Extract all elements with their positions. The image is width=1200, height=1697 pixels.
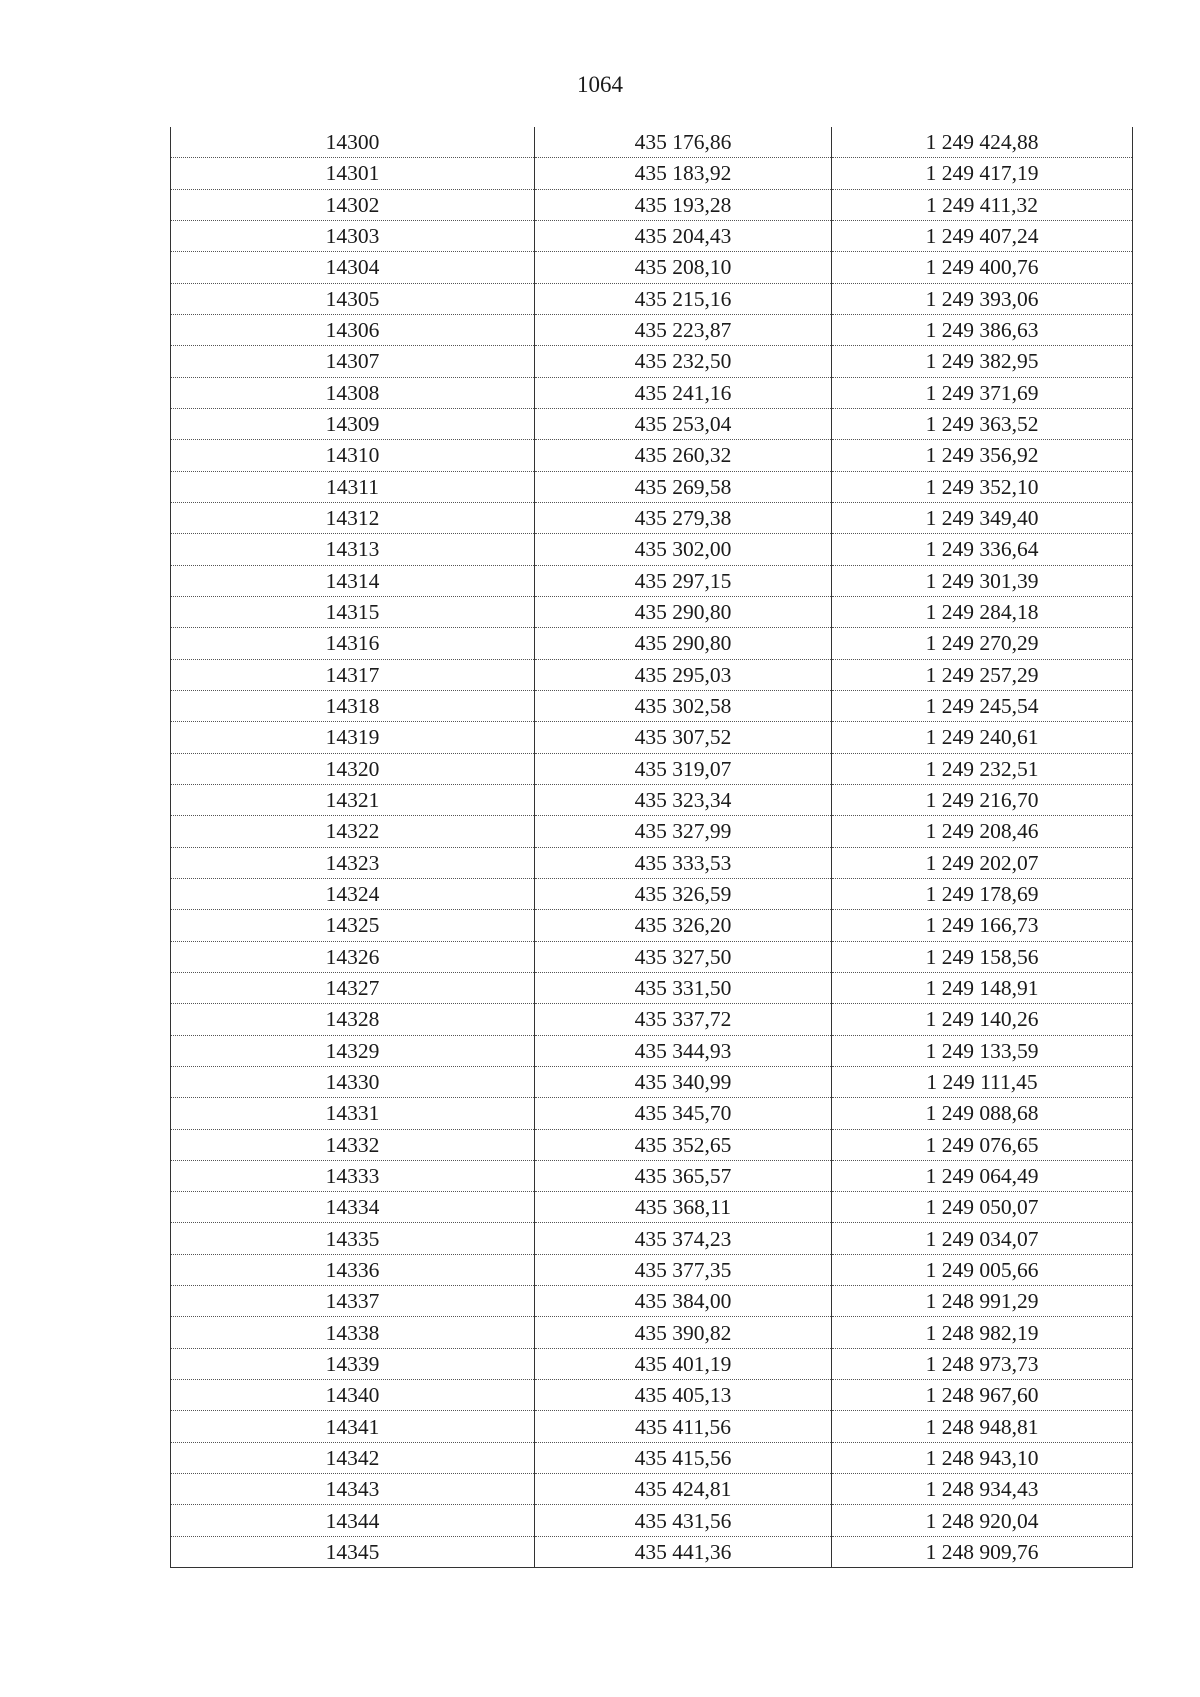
table-row (171, 502, 1133, 533)
x-coordinate-cell: 435 333,53 (535, 847, 832, 878)
y-coordinate-cell: 1 248 909,76 (832, 1536, 1133, 1567)
x-coordinate-cell: 435 331,50 (535, 972, 832, 1003)
table-row (171, 1286, 1133, 1317)
y-coordinate-cell: 1 249 270,29 (832, 628, 1133, 659)
point-number-cell: 14304 (171, 252, 535, 283)
y-coordinate-cell: 1 249 411,32 (832, 189, 1133, 220)
point-number-cell: 14336 (171, 1254, 535, 1285)
point-number-cell: 14305 (171, 283, 535, 314)
table-row (171, 753, 1133, 784)
point-number-cell: 14333 (171, 1160, 535, 1191)
table-row (171, 1098, 1133, 1129)
x-coordinate-cell: 435 326,20 (535, 910, 832, 941)
x-coordinate-cell: 435 327,50 (535, 941, 832, 972)
table-row (171, 252, 1133, 283)
table-row (171, 471, 1133, 502)
y-coordinate-cell: 1 248 973,73 (832, 1348, 1133, 1379)
table-row (171, 1380, 1133, 1411)
x-coordinate-cell: 435 323,34 (535, 784, 832, 815)
y-coordinate-cell: 1 249 166,73 (832, 910, 1133, 941)
point-number-cell: 14318 (171, 690, 535, 721)
y-coordinate-cell: 1 249 178,69 (832, 878, 1133, 909)
x-coordinate-cell: 435 176,86 (535, 127, 832, 158)
x-coordinate-cell: 435 215,16 (535, 283, 832, 314)
y-coordinate-cell: 1 249 371,69 (832, 377, 1133, 408)
x-coordinate-cell: 435 405,13 (535, 1380, 832, 1411)
y-coordinate-cell: 1 249 088,68 (832, 1098, 1133, 1129)
table-row (171, 1129, 1133, 1160)
x-coordinate-cell: 435 204,43 (535, 220, 832, 251)
table-row (171, 690, 1133, 721)
x-coordinate-cell: 435 401,19 (535, 1348, 832, 1379)
x-coordinate-cell: 435 368,11 (535, 1192, 832, 1223)
y-coordinate-cell: 1 249 202,07 (832, 847, 1133, 878)
x-coordinate-cell: 435 424,81 (535, 1474, 832, 1505)
point-number-cell: 14337 (171, 1286, 535, 1317)
y-coordinate-cell: 1 249 336,64 (832, 534, 1133, 565)
point-number-cell: 14313 (171, 534, 535, 565)
table-row (171, 314, 1133, 345)
table-row (171, 534, 1133, 565)
table-row (171, 1066, 1133, 1097)
point-number-cell: 14310 (171, 440, 535, 471)
point-number-cell: 14341 (171, 1411, 535, 1442)
x-coordinate-cell: 435 253,04 (535, 408, 832, 439)
x-coordinate-cell: 435 327,99 (535, 816, 832, 847)
table-row (171, 189, 1133, 220)
y-coordinate-cell: 1 248 982,19 (832, 1317, 1133, 1348)
y-coordinate-cell: 1 249 245,54 (832, 690, 1133, 721)
x-coordinate-cell: 435 223,87 (535, 314, 832, 345)
table-row (171, 1004, 1133, 1035)
point-number-cell: 14302 (171, 189, 535, 220)
y-coordinate-cell: 1 249 386,63 (832, 314, 1133, 345)
table-row (171, 1474, 1133, 1505)
x-coordinate-cell: 435 365,57 (535, 1160, 832, 1191)
point-number-cell: 14325 (171, 910, 535, 941)
y-coordinate-cell: 1 249 349,40 (832, 502, 1133, 533)
x-coordinate-cell: 435 279,38 (535, 502, 832, 533)
point-number-cell: 14331 (171, 1098, 535, 1129)
x-coordinate-cell: 435 411,56 (535, 1411, 832, 1442)
table-row (171, 1536, 1133, 1567)
table-row (171, 565, 1133, 596)
y-coordinate-cell: 1 249 208,46 (832, 816, 1133, 847)
table-row (171, 127, 1133, 158)
point-number-cell: 14314 (171, 565, 535, 596)
y-coordinate-cell: 1 248 967,60 (832, 1380, 1133, 1411)
table-row (171, 910, 1133, 941)
table-row (171, 878, 1133, 909)
point-number-cell: 14330 (171, 1066, 535, 1097)
table-row (171, 158, 1133, 189)
table-row (171, 628, 1133, 659)
y-coordinate-cell: 1 249 393,06 (832, 283, 1133, 314)
point-number-cell: 14321 (171, 784, 535, 815)
x-coordinate-cell: 435 208,10 (535, 252, 832, 283)
point-number-cell: 14303 (171, 220, 535, 251)
point-number-cell: 14324 (171, 878, 535, 909)
y-coordinate-cell: 1 249 417,19 (832, 158, 1133, 189)
table-row (171, 283, 1133, 314)
point-number-cell: 14301 (171, 158, 535, 189)
point-number-cell: 14311 (171, 471, 535, 502)
point-number-cell: 14317 (171, 659, 535, 690)
y-coordinate-cell: 1 249 232,51 (832, 753, 1133, 784)
x-coordinate-cell: 435 302,58 (535, 690, 832, 721)
y-coordinate-cell: 1 249 064,49 (832, 1160, 1133, 1191)
table-row (171, 1223, 1133, 1254)
point-number-cell: 14315 (171, 596, 535, 627)
x-coordinate-cell: 435 295,03 (535, 659, 832, 690)
table-row (171, 1442, 1133, 1473)
y-coordinate-cell: 1 249 158,56 (832, 941, 1133, 972)
x-coordinate-cell: 435 269,58 (535, 471, 832, 502)
point-number-cell: 14327 (171, 972, 535, 1003)
point-number-cell: 14326 (171, 941, 535, 972)
y-coordinate-cell: 1 249 076,65 (832, 1129, 1133, 1160)
x-coordinate-cell: 435 441,36 (535, 1536, 832, 1567)
y-coordinate-cell: 1 249 216,70 (832, 784, 1133, 815)
y-coordinate-cell: 1 248 943,10 (832, 1442, 1133, 1473)
y-coordinate-cell: 1 249 148,91 (832, 972, 1133, 1003)
y-coordinate-cell: 1 249 050,07 (832, 1192, 1133, 1223)
y-coordinate-cell: 1 249 424,88 (832, 127, 1133, 158)
x-coordinate-cell: 435 302,00 (535, 534, 832, 565)
x-coordinate-cell: 435 352,65 (535, 1129, 832, 1160)
x-coordinate-cell: 435 390,82 (535, 1317, 832, 1348)
point-number-cell: 14328 (171, 1004, 535, 1035)
x-coordinate-cell: 435 384,00 (535, 1286, 832, 1317)
x-coordinate-cell: 435 319,07 (535, 753, 832, 784)
table-row (171, 847, 1133, 878)
point-number-cell: 14312 (171, 502, 535, 533)
table-row (171, 1254, 1133, 1285)
x-coordinate-cell: 435 326,59 (535, 878, 832, 909)
table-row (171, 972, 1133, 1003)
point-number-cell: 14339 (171, 1348, 535, 1379)
x-coordinate-cell: 435 260,32 (535, 440, 832, 471)
table-row (171, 1035, 1133, 1066)
table-row (171, 1505, 1133, 1536)
y-coordinate-cell: 1 249 382,95 (832, 346, 1133, 377)
table-row (171, 377, 1133, 408)
point-number-cell: 14342 (171, 1442, 535, 1473)
x-coordinate-cell: 435 374,23 (535, 1223, 832, 1254)
y-coordinate-cell: 1 249 363,52 (832, 408, 1133, 439)
table-row (171, 1192, 1133, 1223)
y-coordinate-cell: 1 249 356,92 (832, 440, 1133, 471)
table-row (171, 1317, 1133, 1348)
y-coordinate-cell: 1 249 407,24 (832, 220, 1133, 251)
x-coordinate-cell: 435 297,15 (535, 565, 832, 596)
table-row (171, 659, 1133, 690)
point-number-cell: 14320 (171, 753, 535, 784)
point-number-cell: 14309 (171, 408, 535, 439)
x-coordinate-cell: 435 345,70 (535, 1098, 832, 1129)
point-number-cell: 14340 (171, 1380, 535, 1411)
table-row (171, 784, 1133, 815)
point-number-cell: 14308 (171, 377, 535, 408)
x-coordinate-cell: 435 241,16 (535, 377, 832, 408)
y-coordinate-cell: 1 248 991,29 (832, 1286, 1133, 1317)
table-row (171, 220, 1133, 251)
x-coordinate-cell: 435 290,80 (535, 596, 832, 627)
y-coordinate-cell: 1 248 948,81 (832, 1411, 1133, 1442)
y-coordinate-cell: 1 249 133,59 (832, 1035, 1133, 1066)
coordinates-table (170, 127, 1133, 1568)
point-number-cell: 14344 (171, 1505, 535, 1536)
table-row (171, 346, 1133, 377)
point-number-cell: 14343 (171, 1474, 535, 1505)
x-coordinate-cell: 435 377,35 (535, 1254, 832, 1285)
y-coordinate-cell: 1 249 257,29 (832, 659, 1133, 690)
y-coordinate-cell: 1 249 111,45 (832, 1066, 1133, 1097)
x-coordinate-cell: 435 193,28 (535, 189, 832, 220)
point-number-cell: 14300 (171, 127, 535, 158)
page-number: 1064 (577, 72, 623, 97)
y-coordinate-cell: 1 248 934,43 (832, 1474, 1133, 1505)
point-number-cell: 14338 (171, 1317, 535, 1348)
point-number-cell: 14307 (171, 346, 535, 377)
coordinates-table-body (171, 127, 1133, 1568)
x-coordinate-cell: 435 232,50 (535, 346, 832, 377)
x-coordinate-cell: 435 337,72 (535, 1004, 832, 1035)
table-row (171, 1160, 1133, 1191)
table-row (171, 1411, 1133, 1442)
point-number-cell: 14316 (171, 628, 535, 659)
y-coordinate-cell: 1 249 400,76 (832, 252, 1133, 283)
y-coordinate-cell: 1 249 005,66 (832, 1254, 1133, 1285)
point-number-cell: 14335 (171, 1223, 535, 1254)
table-row (171, 816, 1133, 847)
table-row (171, 722, 1133, 753)
y-coordinate-cell: 1 249 240,61 (832, 722, 1133, 753)
y-coordinate-cell: 1 249 034,07 (832, 1223, 1133, 1254)
point-number-cell: 14334 (171, 1192, 535, 1223)
y-coordinate-cell: 1 248 920,04 (832, 1505, 1133, 1536)
point-number-cell: 14319 (171, 722, 535, 753)
point-number-cell: 14345 (171, 1536, 535, 1567)
table-row (171, 941, 1133, 972)
table-row (171, 408, 1133, 439)
x-coordinate-cell: 435 307,52 (535, 722, 832, 753)
x-coordinate-cell: 435 415,56 (535, 1442, 832, 1473)
x-coordinate-cell: 435 431,56 (535, 1505, 832, 1536)
y-coordinate-cell: 1 249 301,39 (832, 565, 1133, 596)
point-number-cell: 14332 (171, 1129, 535, 1160)
x-coordinate-cell: 435 183,92 (535, 158, 832, 189)
point-number-cell: 14329 (171, 1035, 535, 1066)
y-coordinate-cell: 1 249 140,26 (832, 1004, 1133, 1035)
y-coordinate-cell: 1 249 352,10 (832, 471, 1133, 502)
table-row (171, 440, 1133, 471)
table-row (171, 596, 1133, 627)
point-number-cell: 14323 (171, 847, 535, 878)
x-coordinate-cell: 435 344,93 (535, 1035, 832, 1066)
y-coordinate-cell: 1 249 284,18 (832, 596, 1133, 627)
table-row (171, 1348, 1133, 1379)
point-number-cell: 14306 (171, 314, 535, 345)
point-number-cell: 14322 (171, 816, 535, 847)
x-coordinate-cell: 435 290,80 (535, 628, 832, 659)
x-coordinate-cell: 435 340,99 (535, 1066, 832, 1097)
